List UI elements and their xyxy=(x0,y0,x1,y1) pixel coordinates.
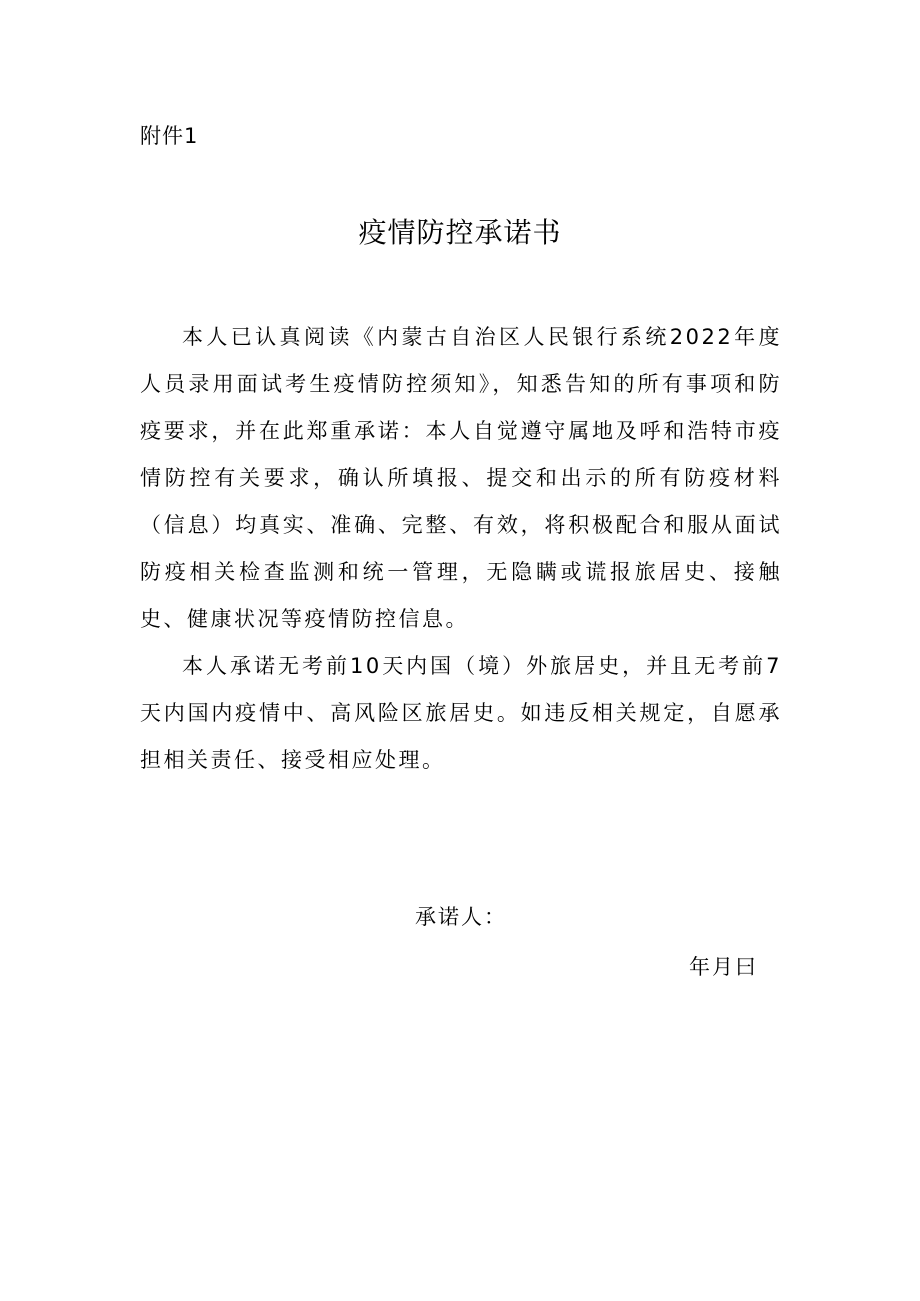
attachment-label: 附件1 xyxy=(140,124,199,148)
paragraph-commitment-1: 本人已认真阅读《内蒙古自治区人民银行系统2022年度人员录用面试考生疫情防控须知》，知悉告知的所有事项和防疫要求，并在此郑重承诺：本人自觉遵守属地及呼和浩特市疫情防控有关要求，确认所填报、提交和出示的所有防疫材料（信息）均真实、准确、完整、有效，将积极配合和服从面试防疫相关检查监测和统一管理，无隐瞒或谎报旅居史、接触史、健康状况等疫情防控信息。 xyxy=(140,325,782,631)
document-body xyxy=(140,314,782,784)
signer-label: 承诺人： xyxy=(415,905,507,929)
paragraph-commitment-2: 本人承诺无考前10天内国（境）外旅居史，并且无考前7天内国内疫情中、高风险区旅居史。如违反相关规定，自愿承担相关责任、接受相应处理。 xyxy=(140,654,782,772)
date-label: 年月曰 xyxy=(689,955,758,979)
document-title: 疫情防控承诺书 xyxy=(358,216,562,249)
